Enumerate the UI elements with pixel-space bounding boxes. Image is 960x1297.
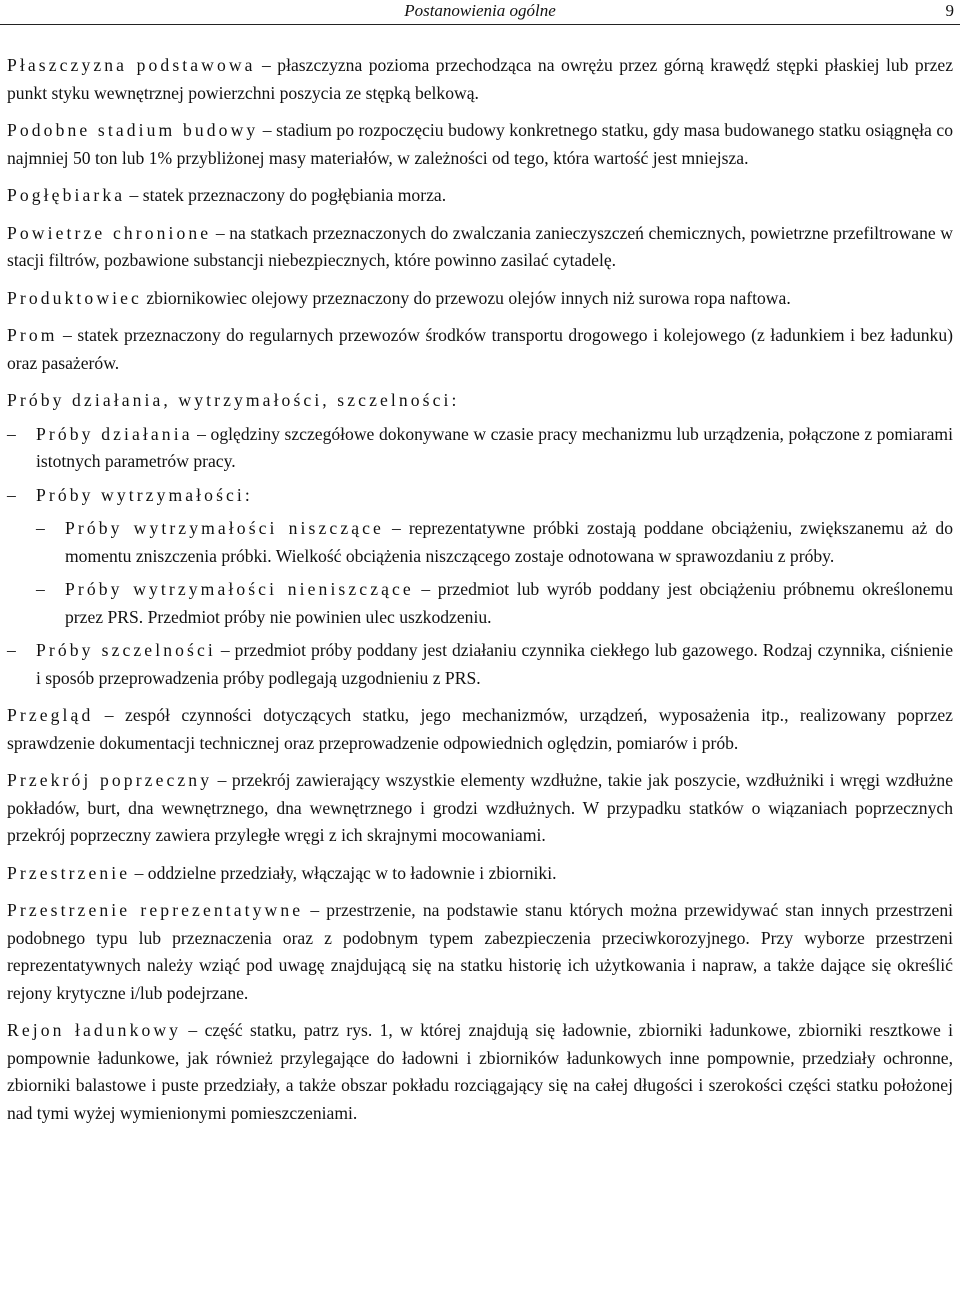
definition-text: stadium po rozpoczęciu budowy konkretnego statku, gdy masa budowanego statku osiągnęła co najmniej 50 ton lub 1% przybliżonej masy materiałów, w zależności od tego, która wartość jest mniejsza.	[7, 120, 953, 168]
tests-heading-text: Próby działania, wytrzymałości, szczelności:	[7, 390, 460, 410]
definition-entry	[7, 767, 953, 850]
tests-heading	[7, 387, 953, 415]
definition-dash: –	[258, 120, 277, 140]
bullet-dash: –	[36, 518, 45, 538]
definition-term: Powietrze chronione	[7, 222, 212, 243]
definition-text: zespół czynności dotyczących statku, jego mechanizmów, urządzeń, wyposażenia itp., realizowany poprzez sprawdzenie dokumentacji technicznej oraz przeprowadzenie odpowiednich oględzin, pomiarów i prób.	[7, 705, 953, 753]
definition-entry	[7, 1017, 953, 1127]
definition-term: Płaszczyzna podstawowa	[7, 55, 256, 75]
definition-term: Przestrzenie reprezentatywne	[7, 900, 304, 920]
definition-text: część statku, patrz rys. 1, w której znajdują się ładownie, zbiorniki ładunkowe, zbiorniki resztkowe i pompownie ładunkowe, jak również przylegające do ładowni i zbiorników ładunkowych inne pompownie, przedziały ochronne, zbiorniki balastowe i puste przedziały, a także obszar pokładu rozciągający się na całej długości i szerokości części statku położonej nad tymi wyżej wymienionymi pomieszczeniami.	[7, 1020, 953, 1123]
definition-entry	[7, 220, 953, 275]
definition-term: Podobne stadium budowy	[7, 120, 259, 140]
definition-dash: –	[211, 222, 230, 243]
definition-term: Przegląd	[7, 705, 94, 725]
definition-text: przestrzenie, na podstawie stanu których można przewidywać stan innych przestrzeni podobnego typu lub przeznaczenia oraz z podobnym typem zabezpieczenia przeciwkorozyjnego. Przy wyborze przestrzeni reprezentatywnych należy wziąć pod uwagę znajdującą się na statku historię ich użytkowania i napraw, a także dające się określić rejony krytyczne i/lub podejrzane.	[7, 900, 954, 1003]
definition-text: oddzielne przedziały, włączając w to ładownie i zbiorniki.	[147, 862, 557, 883]
definition-dash: –	[181, 1020, 205, 1040]
test-item: – Próby działania – oględziny szczegółowe dokonywane w czasie pracy mechanizmu lub urządzenia, połączone z pomiarami istotnych parametrów pracy.	[7, 421, 953, 476]
definition-term: Prom	[7, 325, 58, 345]
definition-entry	[7, 702, 953, 757]
definition-term: Pogłębiarka	[7, 185, 126, 205]
definition-dash: –	[57, 325, 78, 345]
test-text: przedmiot lub wyrób poddany jest obciążeniu próbnemu określonemu przez PRS. Przedmiot próby nie powinien ulec uszkodzeniu.	[65, 579, 954, 627]
bullet-dash: –	[7, 640, 16, 660]
definition-entry	[7, 897, 953, 1007]
definition-entry	[7, 322, 953, 377]
definition-text: statek przeznaczony do pogłębiania morza.	[142, 185, 447, 205]
definition-dash: –	[255, 55, 278, 75]
definition-dash: –	[303, 900, 327, 920]
test-term: Próby wytrzymałości nieniszczące	[65, 579, 414, 599]
test-subitem: – Próby wytrzymałości nieniszczące – przedmiot lub wyrób poddany jest obciążeniu próbnemu określonemu przez PRS. Przedmiot próby nie powinien ulec uszkodzeniu.	[7, 576, 953, 631]
bullet-dash: –	[7, 423, 16, 444]
definition-dash: –	[93, 705, 126, 725]
test-subitem: – Próby wytrzymałości niszczące – reprezentatywne próbki zostają poddane obciążeniu, zwiększanemu aż do momentu zniszczenia próbki. Wielkość obciążenia niszczącego zostaje odnotowana w sprawozdaniu z próby.	[7, 515, 953, 570]
definition-entry	[7, 52, 953, 107]
definition-term: Rejon ładunkowy	[7, 1020, 182, 1040]
test-term: Próby działania	[36, 423, 193, 444]
definition-entry	[7, 860, 953, 888]
definition-term: Produktowiec	[7, 287, 142, 308]
bullet-dash: –	[36, 579, 45, 599]
test-text: reprezentatywne próbki zostają poddane obciążeniu, zwiększanemu aż do momentu zniszczenia próbki. Wielkość obciążenia niszczącego zostaje odnotowana w sprawozdaniu z próby.	[65, 518, 953, 566]
bullet-dash: –	[7, 484, 16, 505]
definition-entry	[7, 182, 953, 210]
definition-dash: –	[212, 770, 232, 790]
definition-text: na statkach przeznaczonych do zwalczania zanieczyszczeń chemicznych, powietrzne przefiltrowane w stacji filtrów, pozbawione substancji niebezpiecznych, które powinno zasilać cytadelę.	[7, 222, 954, 270]
definition-term: Przestrzenie	[7, 862, 131, 883]
test-item: – Próby szczelności – przedmiot próby poddany jest działaniu czynnika ciekłego lub gazowego. Rodzaj czynnika, ciśnienie i sposób przeprowadzenia próby podlegają uzgodnieniu z PRS.	[7, 637, 953, 692]
test-term: Próby wytrzymałości:	[36, 484, 253, 505]
definition-text: przekrój zawierający wszystkie elementy wzdłużne, takie jak poszycie, wzdłużniki i wręgi wzdłużne pokładów, burt, dna wewnętrznego, dna wewnętrznego i grodzi wzdłużnych. W przypadku statków o wiązaniach poprzecznych przekrój poprzeczny zawiera przyległe wręgi z ich skrajnymi mocowaniami.	[7, 770, 953, 845]
definition-entry	[7, 117, 953, 172]
test-item	[7, 482, 953, 510]
page-header	[0, 0, 960, 25]
definition-dash: –	[125, 185, 143, 205]
test-term: Próby szczelności	[36, 640, 216, 660]
test-text: oględziny szczegółowe dokonywane w czasie pracy mechanizmu lub urządzenia, połączone z pomiarami istotnych parametrów pracy.	[36, 423, 953, 471]
definition-text: płaszczyzna pozioma przechodząca na owrężu przez górną krawędź stępki płaskiej lub przez punkt styku wewnętrznej powierzchni poszycia ze stępką belkową.	[7, 55, 953, 103]
definition-text: statek przeznaczony do regularnych przewozów środków transportu drogowego i kolejowego (z ładunkiem i bez ładunku) oraz pasażerów.	[7, 325, 954, 373]
test-term: Próby wytrzymałości niszczące	[65, 518, 384, 538]
page-number: 9	[945, 1, 954, 20]
running-title: Postanowienia ogólne	[404, 1, 556, 20]
definition-entry	[7, 285, 953, 313]
definition-term: Przekrój poprzeczny	[7, 770, 213, 790]
definitions-body	[7, 52, 953, 1137]
definition-dash: –	[130, 862, 148, 883]
test-text: przedmiot próby poddany jest działaniu czynnika ciekłego lub gazowego. Rodzaj czynnika, ciśnienie i sposób przeprowadzenia próby podlegają uzgodnieniu z PRS.	[36, 640, 954, 688]
definition-text: zbiornikowiec olejowy przeznaczony do przewozu olejów innych niż surowa ropa naftowa.	[146, 287, 791, 308]
